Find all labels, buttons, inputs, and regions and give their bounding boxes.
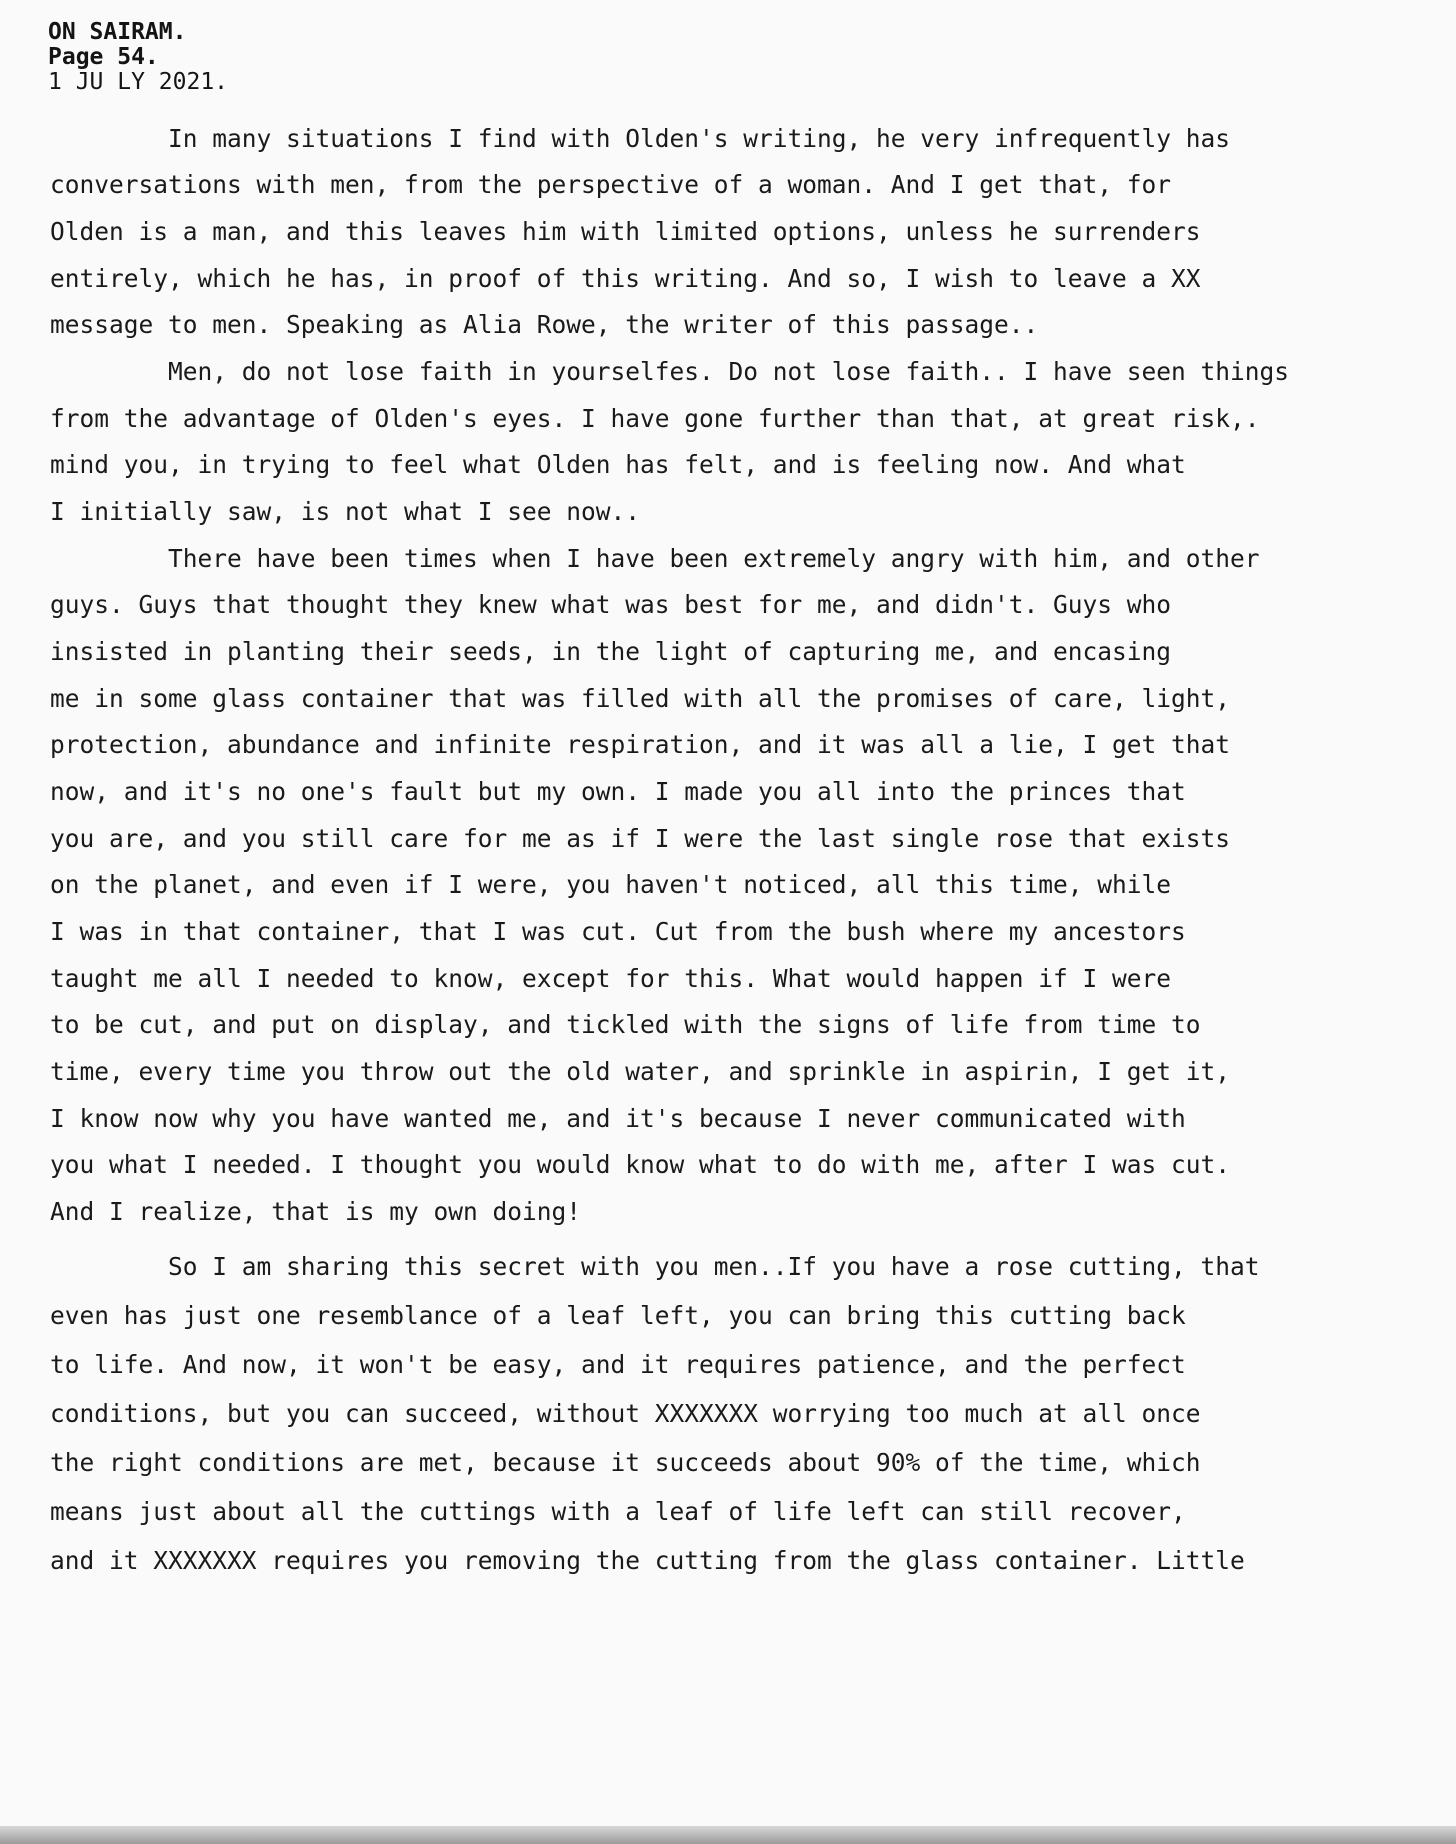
text-line: I initially saw, is not what I see now.. bbox=[50, 497, 641, 526]
text-line: conversations with men, from the perspective of a woman. And I get that, for bbox=[50, 170, 1172, 199]
text-line: from the advantage of Olden's eyes. I have gone further than that, at great risk,. bbox=[50, 404, 1260, 433]
text-line: In many situations I find with Olden's writing, he very infrequently has bbox=[50, 124, 1231, 153]
text-line: insisted in planting their seeds, in the light of capturing me, and encasing bbox=[50, 637, 1172, 666]
text-line: protection, abundance and infinite respiration, and it was all a lie, I get that bbox=[50, 730, 1231, 759]
text-line: I know now why you have wanted me, and it's because I never communicated with bbox=[50, 1104, 1186, 1133]
text-line: means just about all the cuttings with a leaf of life left can still recover, bbox=[50, 1497, 1186, 1526]
text-line: mind you, in trying to feel what Olden has felt, and is feeling now. And what bbox=[50, 450, 1186, 479]
text-line: even has just one resemblance of a leaf left, you can bring this cutting back bbox=[50, 1301, 1186, 1330]
text-line: I was in that container, that I was cut. Cut from the bush where my ancestors bbox=[50, 917, 1186, 946]
text-line: me in some glass container that was filled with all the promises of care, light, bbox=[50, 684, 1231, 713]
page-header bbox=[48, 20, 228, 95]
text-line: now, and it's no one's fault but my own. I made you all into the princes that bbox=[50, 777, 1186, 806]
text-line: guys. Guys that thought they knew what was best for me, and didn't. Guys who bbox=[50, 590, 1172, 619]
text-line: So I am sharing this secret with you men..If you have a rose cutting, that bbox=[50, 1252, 1260, 1281]
text-line: time, every time you throw out the old water, and sprinkle in aspirin, I get it, bbox=[50, 1057, 1231, 1086]
text-line: entirely, which he has, in proof of this writing. And so, I wish to leave a XX bbox=[50, 264, 1201, 293]
text-line: taught me all I needed to know, except for this. What would happen if I were bbox=[50, 964, 1172, 993]
text-line: Olden is a man, and this leaves him with limited options, unless he surrenders bbox=[50, 217, 1201, 246]
text-line: and it XXXXXXX requires you removing the cutting from the glass container. Little bbox=[50, 1546, 1245, 1575]
paper-bottom-edge bbox=[0, 1826, 1456, 1844]
text-line: Men, do not lose faith in yourselfes. Do not lose faith.. I have seen things bbox=[50, 357, 1290, 386]
text-line: you are, and you still care for me as if I were the last single rose that exists bbox=[50, 824, 1231, 853]
text-line: And I realize, that is my own doing! bbox=[50, 1197, 582, 1226]
header-title: ON SAIRAM. bbox=[48, 19, 187, 45]
text-line: you what I needed. I thought you would know what to do with me, after I was cut. bbox=[50, 1150, 1231, 1179]
text-line: on the planet, and even if I were, you haven't noticed, all this time, while bbox=[50, 870, 1172, 899]
header-page-number: Page 54. bbox=[48, 44, 159, 70]
text-line: to be cut, and put on display, and tickled with the signs of life from time to bbox=[50, 1010, 1201, 1039]
header-date: 1 JU LY 2021. bbox=[48, 69, 229, 95]
text-line: the right conditions are met, because it succeeds about 90% of the time, which bbox=[50, 1448, 1201, 1477]
text-line: to life. And now, it won't be easy, and it requires patience, and the perfect bbox=[50, 1350, 1186, 1379]
text-line: conditions, but you can succeed, without XXXXXXX worrying too much at all once bbox=[50, 1399, 1201, 1428]
text-line: There have been times when I have been extremely angry with him, and other bbox=[50, 544, 1260, 573]
text-line: message to men. Speaking as Alia Rowe, the writer of this passage.. bbox=[50, 310, 1039, 339]
